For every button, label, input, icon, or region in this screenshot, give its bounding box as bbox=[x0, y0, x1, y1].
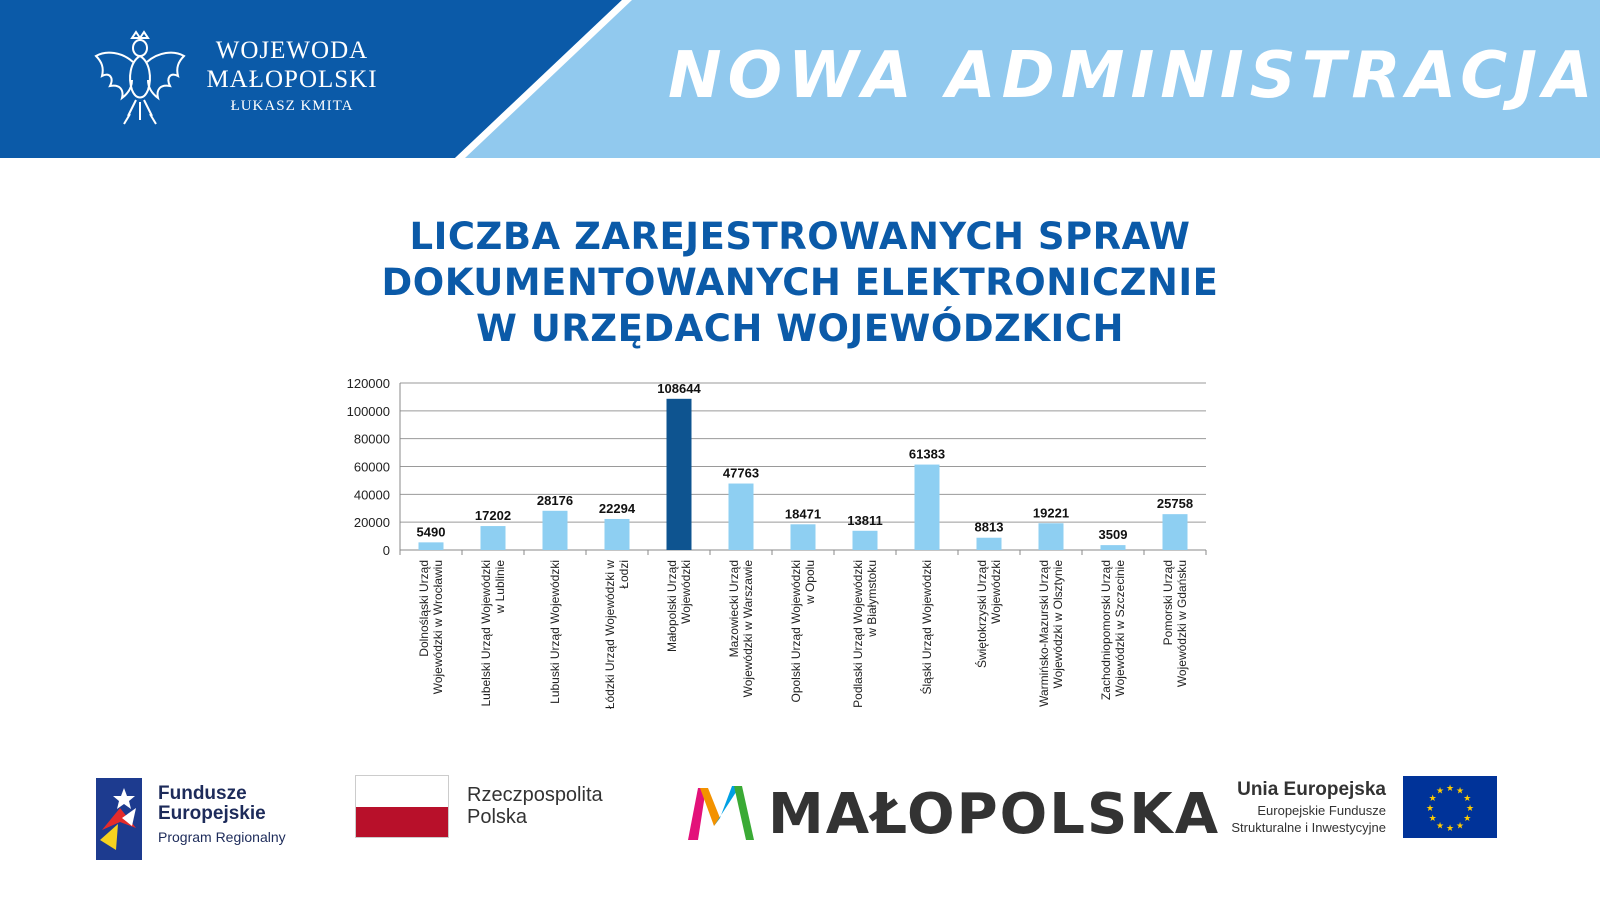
x-tick-label: Mazowiecki Urząd bbox=[727, 560, 741, 658]
x-tick-label: w Białymstoku bbox=[865, 560, 879, 637]
y-tick-label: 100000 bbox=[346, 403, 390, 419]
eu-star-icon: ★ bbox=[1428, 793, 1437, 803]
data-label: 25758 bbox=[1156, 496, 1194, 512]
x-tick-label: Łodzi bbox=[617, 560, 631, 589]
eu-star-icon: ★ bbox=[1425, 803, 1435, 813]
ue-line2: Europejskie Fundusze bbox=[1257, 803, 1386, 818]
bar bbox=[543, 511, 568, 550]
x-tick-label: Śląski Urząd Wojewódzki bbox=[920, 560, 934, 695]
malopolska-text: MAŁOPOLSKA bbox=[768, 782, 1221, 847]
wojewoda-label bbox=[203, 36, 381, 115]
bar bbox=[977, 538, 1002, 550]
y-tick-label: 60000 bbox=[353, 459, 390, 475]
title-line1: LICZBA ZAREJESTROWANYCH SPRAW bbox=[409, 215, 1191, 258]
x-tick-label: Wojewódzki bbox=[989, 560, 1003, 624]
x-tick-label: Podlaski Urząd Wojewódzki bbox=[851, 560, 865, 708]
bar bbox=[667, 399, 692, 550]
footer-logos bbox=[0, 770, 1600, 890]
data-label: 22294 bbox=[598, 500, 636, 516]
title-line2: DOKUMENTOWANYCH ELEKTRONICZNIE bbox=[381, 261, 1219, 304]
bar bbox=[1101, 545, 1126, 550]
data-label: 3509 bbox=[1098, 527, 1128, 543]
data-label: 5490 bbox=[416, 524, 446, 540]
eu-star-icon: ★ bbox=[1435, 785, 1445, 796]
campaign-title: NOWA ADMINISTRACJA bbox=[668, 39, 1599, 113]
ue-line1: Unia Europejska bbox=[1237, 779, 1386, 800]
x-tick-label: Wojewódzki bbox=[679, 560, 693, 624]
eu-star-icon: ★ bbox=[1463, 793, 1472, 803]
x-tick-label: Lubuski Urząd Wojewódzki bbox=[548, 560, 562, 704]
bar bbox=[915, 465, 940, 550]
eu-star-icon: ★ bbox=[1435, 820, 1445, 831]
ue-line3: Strukturalne i Inwestycyjne bbox=[1231, 820, 1386, 835]
org-line1: WOJEWODA bbox=[215, 37, 369, 64]
data-label: 8813 bbox=[974, 519, 1004, 535]
x-tick-label: Wojewódzki w Gdańsku bbox=[1175, 560, 1189, 688]
eu-star-icon: ★ bbox=[1463, 813, 1472, 823]
x-tick-label: Opolski Urząd Wojewódzki bbox=[789, 560, 803, 703]
x-tick-label: Lubelski Urząd Wojewódzki bbox=[479, 560, 493, 707]
data-label: 108644 bbox=[657, 380, 701, 396]
eu-star-icon: ★ bbox=[1465, 803, 1475, 813]
y-tick-label: 20000 bbox=[353, 515, 390, 531]
eu-star-icon: ★ bbox=[1428, 813, 1437, 823]
x-tick-label: Wojewódzki w Szczecinie bbox=[1113, 560, 1127, 697]
eu-star-icon: ★ bbox=[1445, 783, 1455, 793]
data-label: 28176 bbox=[536, 492, 574, 508]
fe-line1: Fundusze bbox=[158, 783, 247, 804]
title-line3: W URZĘDACH WOJEWÓDZKICH bbox=[476, 307, 1124, 350]
x-tick-label: Dolnośląski Urząd bbox=[417, 560, 431, 657]
fe-line2: Europejskie bbox=[158, 803, 266, 824]
x-tick-label: Wojewódzki w Wrocławiu bbox=[431, 560, 445, 695]
x-tick-label: Zachodniopomorski Urząd bbox=[1099, 560, 1113, 701]
rp-line2: Polska bbox=[467, 806, 528, 828]
x-tick-label: Warmińsko-Mazurski Urząd bbox=[1037, 560, 1051, 707]
page-title bbox=[200, 214, 1400, 352]
data-label: 18471 bbox=[784, 506, 822, 522]
data-label: 13811 bbox=[847, 512, 883, 528]
y-tick-label: 120000 bbox=[346, 378, 390, 391]
bar bbox=[605, 519, 630, 550]
bar bbox=[729, 484, 754, 550]
bar bbox=[1039, 523, 1064, 550]
fundusze-europejskie-text bbox=[158, 784, 286, 847]
x-tick-label: w Lublinie bbox=[493, 560, 507, 614]
eu-flag-icon bbox=[1403, 776, 1497, 838]
y-tick-label: 40000 bbox=[353, 487, 390, 503]
eu-star-icon: ★ bbox=[1455, 820, 1465, 831]
data-label: 47763 bbox=[722, 465, 760, 481]
bar bbox=[791, 524, 816, 550]
y-tick-label: 80000 bbox=[353, 431, 390, 447]
y-tick-label: 0 bbox=[382, 543, 390, 558]
eu-star-icon: ★ bbox=[1455, 785, 1465, 796]
data-label: 17202 bbox=[474, 508, 512, 524]
polish-eagle-emblem-icon bbox=[92, 28, 188, 132]
x-tick-label: Wojewódzki w Olsztynie bbox=[1051, 560, 1065, 689]
unia-europejska-text bbox=[1190, 778, 1386, 836]
data-label: 19221 bbox=[1032, 505, 1070, 521]
x-tick-label: w Opolu bbox=[803, 560, 817, 605]
x-tick-label: Wojewódzki w Warszawie bbox=[741, 560, 755, 698]
x-tick-label: Świętokrzyski Urząd bbox=[975, 560, 989, 669]
org-person: ŁUKASZ KMITA bbox=[230, 98, 354, 114]
bar bbox=[481, 526, 506, 550]
bar bbox=[853, 531, 878, 550]
bar-chart bbox=[320, 378, 1240, 758]
fe-line3: Program Regionalny bbox=[158, 829, 286, 845]
malopolska-logo-icon bbox=[686, 778, 756, 844]
x-tick-label: Łódzki Urząd Wojewódzki w bbox=[603, 560, 617, 710]
eu-star-icon: ★ bbox=[1445, 823, 1455, 833]
x-tick-label: Pomorski Urząd bbox=[1161, 560, 1175, 646]
x-tick-label: Małopolski Urząd bbox=[665, 560, 679, 653]
org-line2: MAŁOPOLSKI bbox=[206, 66, 378, 93]
poland-flag-icon bbox=[355, 775, 449, 838]
rp-line1: Rzeczpospolita bbox=[467, 784, 603, 806]
data-label: 61383 bbox=[908, 446, 946, 462]
bar bbox=[1163, 514, 1188, 550]
bar bbox=[419, 542, 444, 550]
fundusze-europejskie-logo-icon bbox=[96, 778, 142, 860]
rzeczpospolita-text bbox=[467, 784, 603, 828]
